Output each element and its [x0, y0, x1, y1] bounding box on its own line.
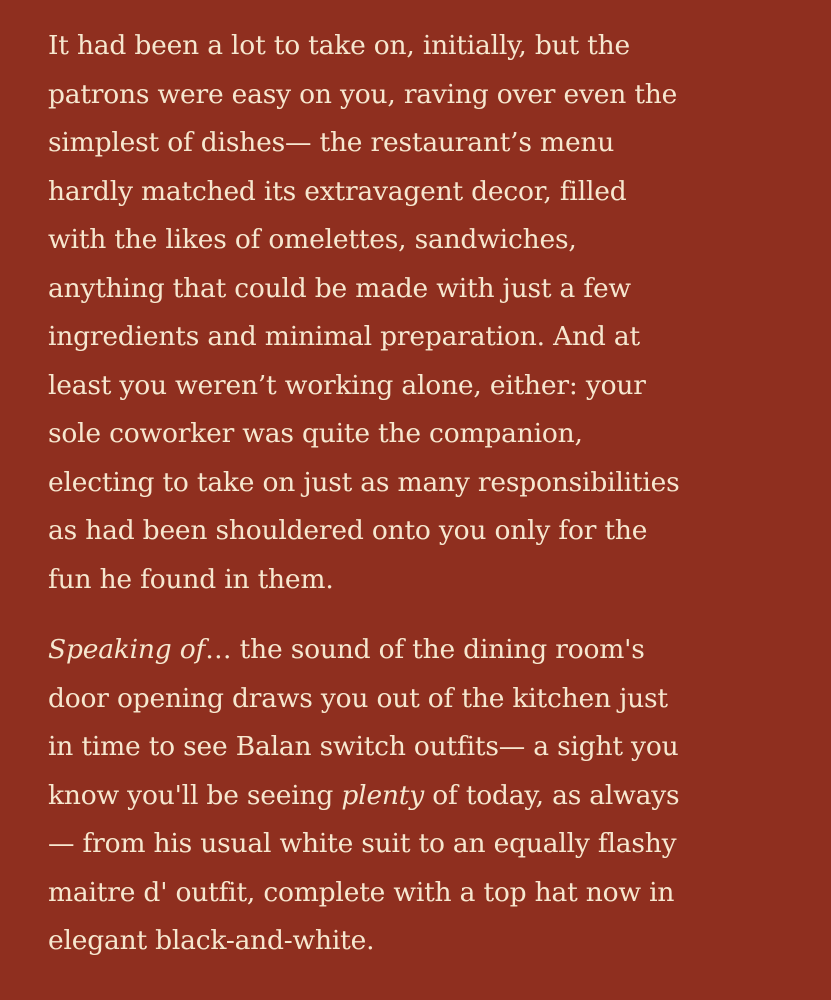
paragraph-1-line-8: least you weren’t working alone, either: your: [48, 369, 646, 401]
paragraph-1-line-3: simplest of dishes— the restaurant’s menu: [48, 127, 615, 158]
paragraph-2-line-4-before: know you'll be seeing: [48, 779, 342, 811]
paragraph-1-line-12: fun he found in them.: [48, 563, 334, 595]
paragraph-1-line-9: sole coworker was quite the companion,: [48, 418, 583, 449]
paragraph-1-line-4: hardly matched its extravagent decor, filled: [48, 175, 627, 207]
paragraph-2: [48, 626, 783, 966]
paragraph-2-line-4-after: of today, as always: [424, 779, 680, 811]
paragraph-1: [48, 22, 783, 604]
paragraph-2-line-7: elegant black-and-white.: [48, 925, 375, 956]
paragraph-1-line-2: patrons were easy on you, raving over even the: [48, 78, 678, 110]
paragraph-2-line-4: [48, 772, 783, 821]
paragraph-1-line-1: It had been a lot to take on, initially, but the: [48, 30, 630, 61]
paragraph-2-line-5: — from his usual white suit to an equally flashy: [48, 828, 677, 859]
paragraph-1-line-6: anything that could be made with just a few: [48, 272, 631, 304]
paragraph-1-line-11: as had been shouldered onto you only for the: [48, 515, 648, 546]
italic-plenty: plenty: [341, 779, 425, 811]
paragraph-2-line-1: [48, 626, 783, 675]
paragraph-1-line-7: ingredients and minimal preparation. And at: [48, 321, 640, 352]
italic-speaking-of: Speaking of: [48, 634, 206, 665]
paragraph-2-line-1-rest: … the sound of the dining room's: [205, 634, 645, 665]
paragraph-2-line-6: maitre d' outfit, complete with a top hat now in: [48, 876, 675, 908]
paragraph-1-line-10: electing to take on just as many responsibilities: [48, 466, 680, 498]
paragraph-2-line-2: door opening draws you out of the kitchen just: [48, 682, 668, 714]
paragraph-2-line-3: in time to see Balan switch outfits— a sight you: [48, 731, 679, 762]
paragraph-1-line-5: with the likes of omelettes, sandwiches,: [48, 224, 577, 255]
